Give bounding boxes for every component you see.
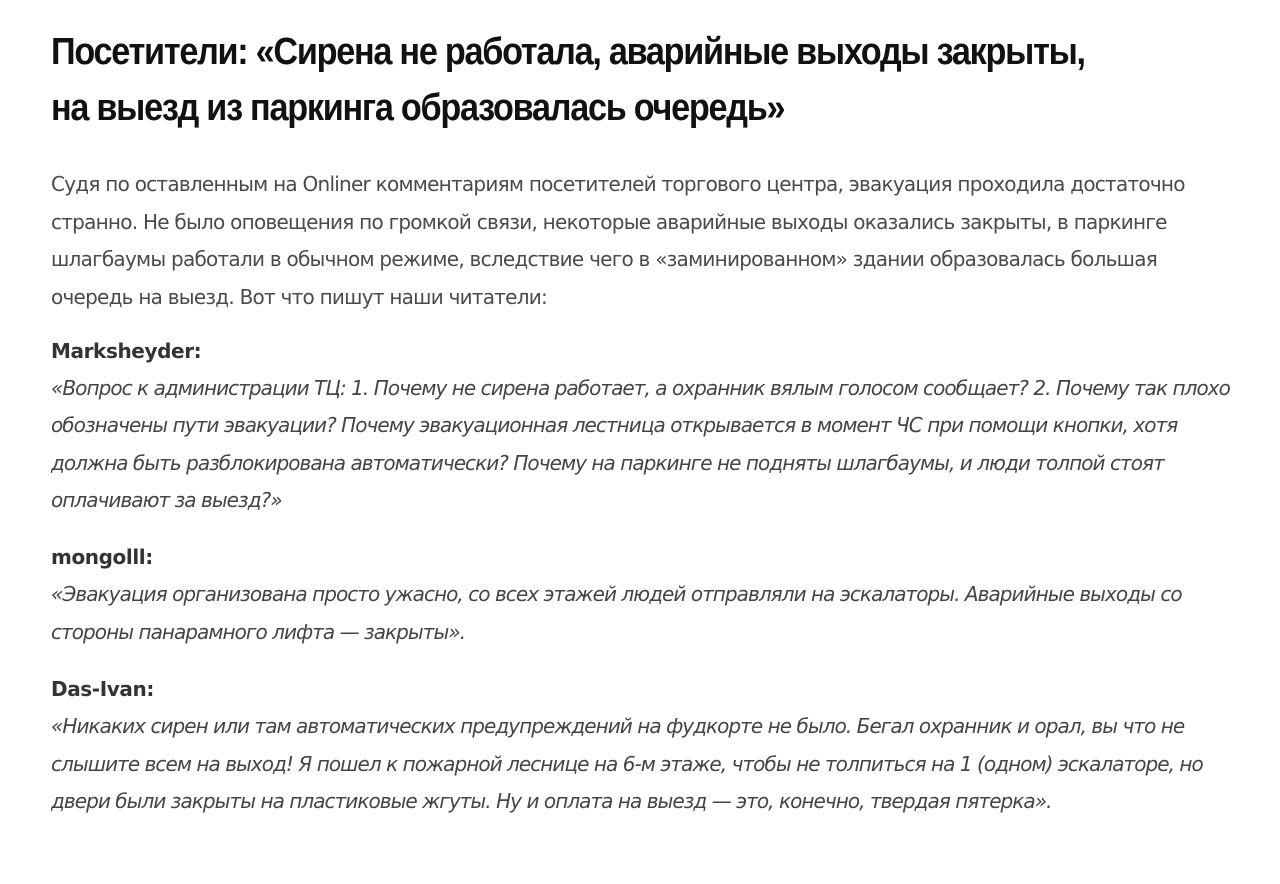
comment-quote: «Эвакуация организована просто ужасно, со всех этажей людей отправляли на эскалаторы. Аварийные выходы со стороны панарамного лифта — закрыты». <box>51 582 1182 644</box>
reader-comment <box>51 333 1240 520</box>
article-lead-paragraph: Судя по оставленным на Onliner комментариям посетителей торгового центра, эвакуация проходила достаточно странно. Не было оповещения по громкой связи, некоторые аварийные выходы оказались закрыты, в паркинге шлагбаумы работали в обычном режиме, вследствие чего в «заминированном» здании образовалась большая очередь на выезд. Вот что пишут наши читатели: <box>51 172 1185 310</box>
article-headline: Посетители: «Сирена не работала, аварийные выходы закрыты, на выезд из паркинга образовалась очередь» <box>51 31 1085 129</box>
reader-comment <box>51 671 1240 820</box>
comment-quote: «Никаких сирен или там автоматических предупреждений на фудкорте не было. Бегал охранник и орал, вы что не слышите всем на выход! Я пошел к пожарной леснице на 6-м этаже, чтобы не толпиться на 1 (одном) эскалаторе, но двери были закрыты на пластиковые жгуты. Ну и оплата на выезд — это, конечно, твердая пятерка». <box>51 714 1203 814</box>
comment-author: Das-Ivan: <box>51 677 154 702</box>
comment-author: mongolll: <box>51 545 153 570</box>
reader-comment <box>51 539 1240 651</box>
comment-quote: «Вопрос к администрации ТЦ: 1. Почему не сирена работает, а охранник вялым голосом сообщает? 2. Почему так плохо обозначены пути эвакуации? Почему эвакуационная лестница открывается в момент ЧС при помощи кнопки, хотя должна быть разблокирована автоматически? Почему на паркинге не подняты шлагбаумы, и люди толпой стоят оплачивают за выезд?» <box>51 375 1230 513</box>
comment-author: Marksheyder: <box>51 338 202 363</box>
